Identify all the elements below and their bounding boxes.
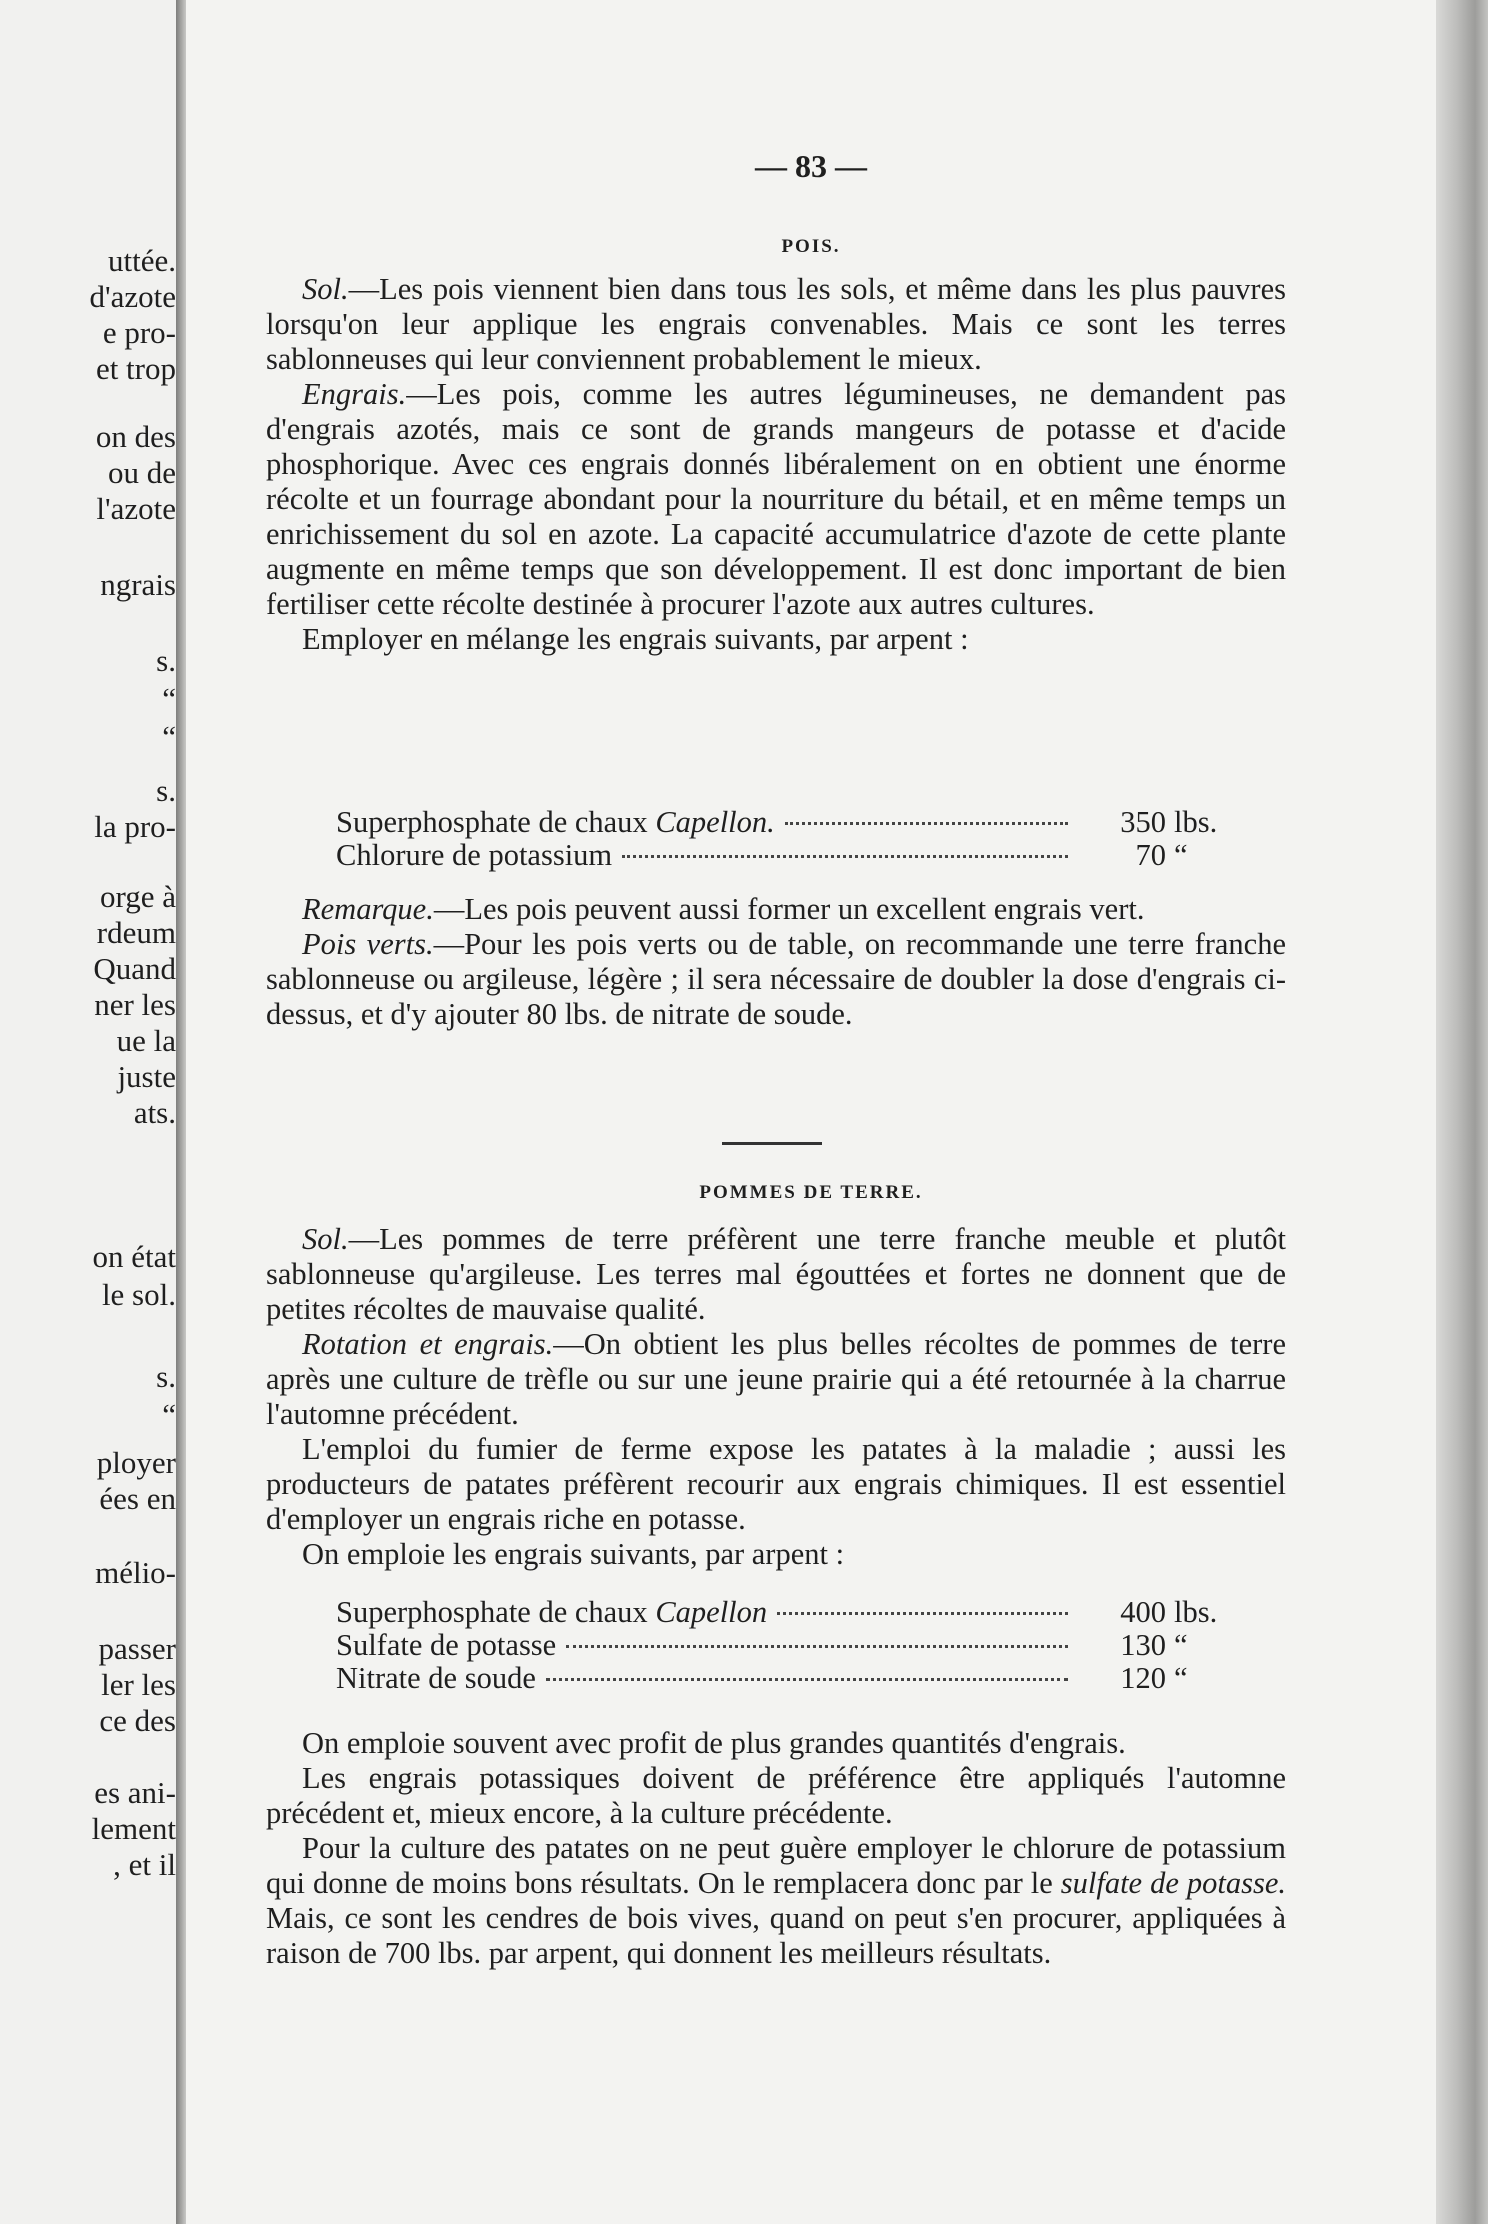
pois-engrais-text: —Les pois, comme les autres légumineuses, ne demandent pas d'engrais azotés, mais ce sont de grands mangeurs de potasse et d'acide phosphorique. Avec ces engrais donnés libéralement on en obtient une énorme récolte et un fourrage abondant pour la nourriture du bétail, et en même temps un enrichissement du sol en azote. La capacité accumulatrice d'azote de cette plante augmente en même temps que son développement. Il est donc important de bien fertiliser cette récolte destinée à procurer l'azote aux autres cultures. [266,377,1286,621]
pois-sol-text: —Les pois viennent bien dans tous les sols, et même dans les plus pauvres lorsqu'on leur applique les engrais convenables. Mais ce sont les terres sablonneuses qui leur conviennent probablement le mieux. [266,272,1286,376]
left-page-line: l'azote [96,491,176,526]
fertilizer-row [336,839,1236,872]
fertilizer-row [336,1596,1236,1629]
left-page-line: ner les [94,987,176,1022]
fertilizer-quantity: 400 [1120,1595,1166,1629]
pommes-sol-label: Sol. [302,1222,349,1256]
left-page-line: ler les [101,1667,176,1702]
pommes-rotation-text: —On obtient les plus belles récoltes de pommes de terre après une culture de trèfle ou sur une jeune prairie qui a été retournée à la charrue l'automne précédent. [266,1327,1286,1431]
fertilizer-quantity: 120 [1120,1661,1166,1695]
left-page-line: ce des [99,1703,176,1738]
pois-remarque-label: Remarque. [302,892,434,926]
pommes-rotation-paragraph [266,1327,1286,1432]
pois-employer-paragraph: Employer en mélange les engrais suivants, par arpent : [302,622,969,656]
section-heading-pommes-de-terre: POMMES DE TERRE. [699,1182,923,1203]
left-page-line: mélio- [95,1555,176,1590]
dot-leader [777,1612,1068,1615]
fertilizer-unit: lbs. [1174,805,1218,839]
left-page-line: le sol. [101,1277,176,1312]
fertilizer-name: Superphosphate de chaux Capellon. [336,805,775,839]
left-page-fragment [0,0,176,2224]
left-page-line: et trop [95,351,176,386]
fertilizer-row [336,806,1236,839]
fertilizer-row [336,1662,1236,1695]
page-number: — 83 — [755,148,867,184]
fertilizer-unit: “ [1174,838,1188,872]
left-page-line: passer [98,1631,176,1666]
left-page-line: ployer [96,1445,176,1480]
pommes-emploi-paragraph: L'emploi du fumier de ferme expose les patates à la maladie ; aussi les producteurs de patates préfèrent recourir aux engrais chimiques. Il est essentiel d'employer un engrais riche en potasse. [266,1432,1286,1536]
book-page [186,0,1436,2224]
fertilizer-quantity: 70 [1135,838,1166,872]
left-page-line: Quand [93,951,176,986]
pommes-sol-paragraph [266,1222,1286,1327]
left-page-line: “ [162,1397,176,1432]
left-page-line: ou de [107,455,176,490]
left-page-line: ngrais [100,567,176,602]
left-page-line: juste [117,1059,176,1094]
left-page-line: la pro- [94,809,176,844]
pois-remarque-paragraph [266,892,1286,927]
left-page-line: ue la [116,1023,176,1058]
pommes-rotation-label: Rotation et engrais. [302,1327,554,1361]
pommes-fertilizer-table [336,1596,1236,1695]
pommes-culture-italic: sulfate de potasse. [1060,1866,1286,1900]
fertilizer-name: Nitrate de soude [336,1661,536,1695]
left-page-line: rdeum [96,915,176,950]
pommes-on-emploie-paragraph: On emploie les engrais suivants, par arpent : [302,1537,845,1571]
left-page-line: “ [162,681,176,716]
fertilizer-unit: “ [1174,1628,1188,1662]
left-page-line: uttée. [108,243,176,278]
left-page-line: e pro- [102,315,176,350]
left-page-line: orge à [99,879,176,914]
dot-leader [566,1645,1068,1648]
pois-engrais-paragraph [266,377,1286,622]
section-heading-pois: POIS. [781,236,841,257]
page-edge [1436,0,1488,2224]
pommes-potassiques-paragraph: Les engrais potassiques doivent de préférence être appliqués l'automne précédent et, mieux encore, à la culture précédente. [266,1761,1286,1830]
left-page-line: ats. [133,1095,176,1130]
left-page-line: lement [91,1811,176,1846]
pois-body [266,272,1286,657]
fertilizer-name: Sulfate de potasse [336,1628,557,1662]
pois-remarque-text: —Les pois peuvent aussi former un excellent engrais vert. [433,892,1145,926]
section-divider [722,1142,822,1145]
pommes-body [266,1222,1286,1572]
fertilizer-name: Chlorure de potassium [336,838,613,872]
left-page-line: on état [92,1239,176,1274]
left-page-line: s. [156,1359,176,1394]
pommes-culture-text-start: Pour la culture des patates on ne peut guère employer le chlorure de potassium qui donne de moins bons résultats. On le remplacera donc par le [266,1831,1286,1900]
fertilizer-quantity: 350 [1120,805,1166,839]
dot-leader [785,822,1068,825]
fertilizer-row [336,1629,1236,1662]
left-page-line: ées en [99,1481,176,1516]
pois-verts-text: —Pour les pois verts ou de table, on recommande une terre franche sablonneuse ou argileuse, légère ; il sera nécessaire de doubler la dose d'engrais ci-dessus, et d'y ajouter 80 lbs. de nitrate de soude. [266,927,1286,1031]
pommes-culture-paragraph [266,1831,1286,1971]
pois-verts-label: Pois verts. [302,927,434,961]
fertilizer-unit: “ [1174,1661,1188,1695]
left-page-line: es ani- [94,1775,176,1810]
pommes-closing [266,1726,1286,1971]
book-gutter [176,0,186,2224]
pommes-souvent-paragraph: On emploie souvent avec profit de plus grandes quantités d'engrais. [302,1726,1126,1760]
pommes-sol-text: —Les pommes de terre préfèrent une terre franche meuble et plutôt sablonneuse qu'argileuse. Les terres mal égouttées et fortes ne donnent que de petites récoltes de mauvaise qualité. [266,1222,1286,1326]
pois-sol-paragraph [266,272,1286,377]
fertilizer-quantity: 130 [1120,1628,1166,1662]
left-page-line: “ [162,719,176,754]
fertilizer-unit: lbs. [1174,1595,1218,1629]
fertilizer-name: Superphosphate de chaux Capellon [336,1595,768,1629]
pois-verts-paragraph [266,927,1286,1032]
left-page-line: on des [95,419,176,454]
dot-leader [622,855,1068,858]
pois-fertilizer-table [336,806,1236,872]
pois-remarks [266,892,1286,1032]
pommes-culture-text-end: Mais, ce sont les cendres de bois vives, quand on peut s'en procurer, appliquées à raison de 700 lbs. par arpent, qui donnent les meilleurs résultats. [266,1901,1286,1970]
dot-leader [546,1678,1068,1681]
left-page-line: s. [156,773,176,808]
left-page-line: , et il [113,1847,176,1882]
left-page-line: d'azote [89,279,176,314]
pois-sol-label: Sol. [302,272,349,306]
pois-engrais-label: Engrais. [302,377,407,411]
left-page-line: s. [156,643,176,678]
